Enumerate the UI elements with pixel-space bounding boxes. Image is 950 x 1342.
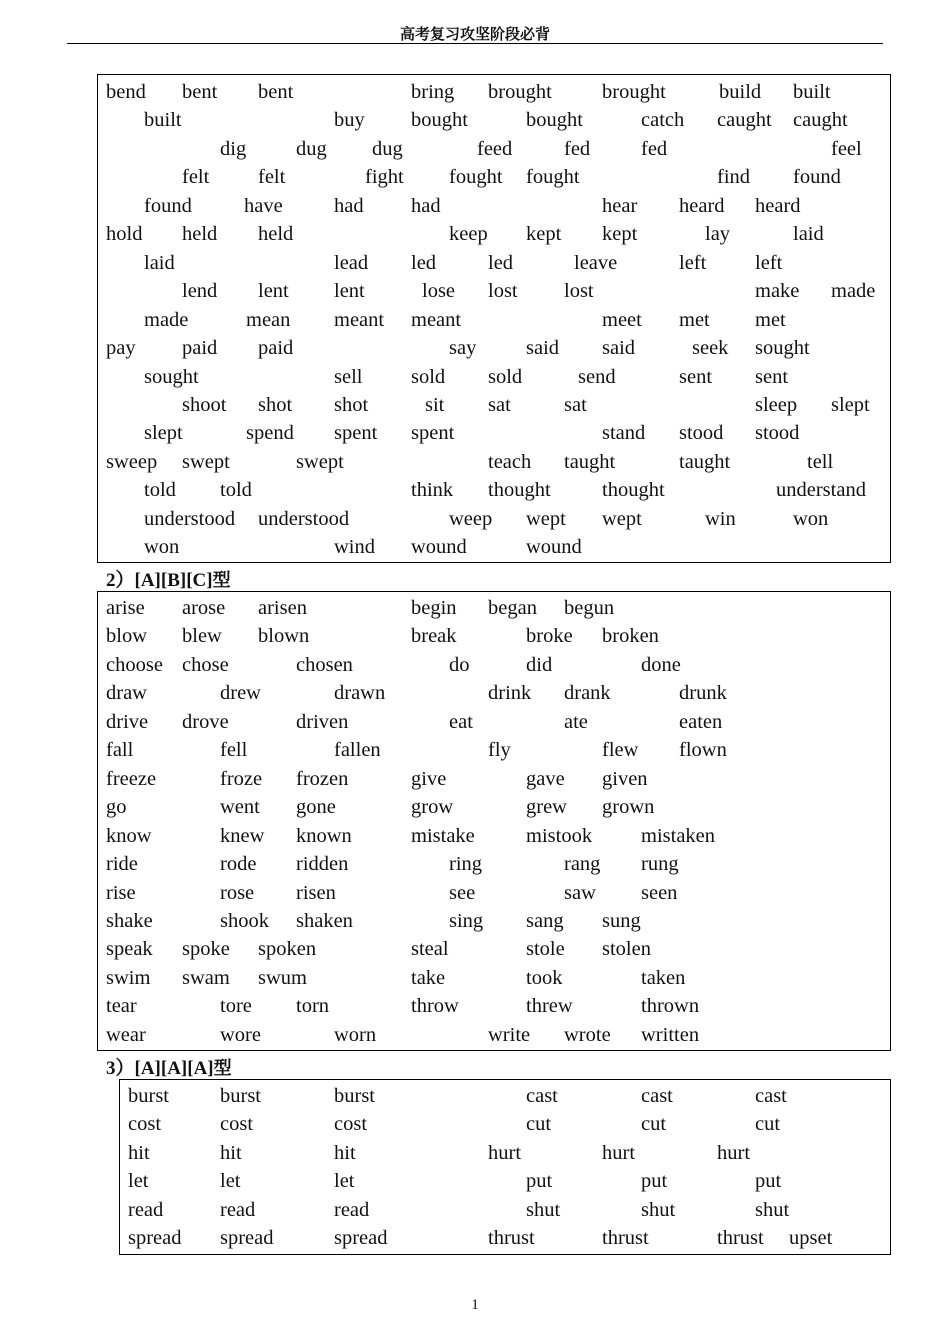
verb-form: ring [449,853,483,875]
verb-form: kept [526,223,562,245]
verb-form: found [793,166,841,188]
verb-form: burst [220,1085,261,1107]
verb-form: taught [679,451,731,473]
verb-form: told [220,479,252,501]
verb-form: put [641,1170,668,1192]
verb-form: begin [411,597,457,619]
verb-form: cut [526,1113,552,1135]
verb-form: shot [258,394,293,416]
verb-form: burst [334,1085,375,1107]
verb-form: fed [564,138,591,160]
verb-form: taken [641,967,686,989]
verb-form: steal [411,938,449,960]
verb-form: buy [334,109,365,131]
verb-form: understood [258,508,350,530]
verb-form: thrown [641,995,700,1017]
verb-form: thought [488,479,551,501]
verb-form: left [679,252,707,274]
verb-form: break [411,625,457,647]
verb-form: grown [602,796,655,818]
verb-form: blew [182,625,222,647]
verb-form: begun [564,597,615,619]
verb-form: dug [372,138,403,160]
verb-form: think [411,479,454,501]
verb-form: won [144,536,180,558]
verb-form: sit [425,394,445,416]
verb-form: feed [477,138,513,160]
verb-form: spread [128,1227,182,1249]
verb-form: stood [679,422,724,444]
verb-form: drove [182,711,229,733]
verb-form: sung [602,910,641,932]
verb-form: know [106,825,152,847]
verb-form: knew [220,825,265,847]
verb-form: wrote [564,1024,611,1046]
verb-form: grew [526,796,567,818]
verb-form: arisen [258,597,307,619]
verb-form: wound [526,536,582,558]
verb-form: done [641,654,681,676]
verb-form: wore [220,1024,261,1046]
verb-form: rang [564,853,601,875]
verb-form: bend [106,81,146,103]
verb-form: spread [220,1227,274,1249]
verb-form: felt [258,166,286,188]
verb-form: driven [296,711,349,733]
verb-form: speak [106,938,153,960]
verb-form: say [449,337,477,359]
verb-form: rung [641,853,679,875]
verb-form: laid [144,252,175,274]
verb-form: frozen [296,768,349,790]
verb-form: drawn [334,682,386,704]
verb-form: have [244,195,283,217]
verb-form: hit [334,1142,356,1164]
section-title-abc: 2）[A][B][C]型 [106,570,231,591]
verb-form: arise [106,597,145,619]
verb-form: read [128,1199,164,1221]
verb-form: wear [106,1024,146,1046]
verb-form: give [411,768,447,790]
verb-form: take [411,967,446,989]
verb-form: cast [755,1085,787,1107]
verb-form: let [334,1170,355,1192]
verb-form: blow [106,625,147,647]
verb-form: shook [220,910,269,932]
verb-form: wept [602,508,642,530]
verb-form: shot [334,394,369,416]
verb-form: felt [182,166,210,188]
verb-form: sold [411,366,446,388]
verb-form: flown [679,739,727,761]
verb-form: hit [128,1142,150,1164]
verb-form: shoot [182,394,227,416]
verb-form: hurt [717,1142,751,1164]
verb-form: gone [296,796,336,818]
verb-form: put [755,1170,782,1192]
verb-form: understood [144,508,236,530]
verb-form: do [449,654,470,676]
verb-form: cost [220,1113,254,1135]
verb-form: risen [296,882,336,904]
verb-form: make [755,280,800,302]
verb-form: thrust [488,1227,535,1249]
verb-form: sent [679,366,713,388]
verb-form: won [793,508,829,530]
verb-form: found [144,195,192,217]
verb-form: held [258,223,294,245]
verb-form: pay [106,337,136,359]
verb-form: sat [564,394,587,416]
verb-form: told [144,479,176,501]
verb-form: keep [449,223,488,245]
verb-form: had [334,195,364,217]
verb-form: drive [106,711,149,733]
verb-form: hold [106,223,143,245]
verb-form: led [411,252,437,274]
verb-form: lend [182,280,218,302]
verb-form: lent [258,280,289,302]
verb-form: throw [411,995,459,1017]
verb-form: bent [258,81,294,103]
verb-form: met [755,309,786,331]
verb-form: stand [602,422,646,444]
verb-form: led [488,252,514,274]
verb-form: cut [641,1113,667,1135]
verb-form: lead [334,252,369,274]
verb-form: swept [296,451,344,473]
verb-form: worn [334,1024,377,1046]
verb-form: dig [220,138,247,160]
verb-form: spend [246,422,294,444]
verb-form: sought [144,366,199,388]
verb-form: see [449,882,476,904]
verb-form: said [602,337,636,359]
verb-form: paid [258,337,294,359]
verb-form: hit [220,1142,242,1164]
verb-form: laid [793,223,824,245]
verb-form: win [705,508,736,530]
verb-form: wound [411,536,467,558]
verb-form: caught [793,109,848,131]
verb-form: slept [144,422,183,444]
verb-form: flew [602,739,639,761]
verb-form: write [488,1024,531,1046]
verb-form: did [526,654,553,676]
verb-form: fought [526,166,580,188]
verb-form: taught [564,451,616,473]
verb-form: bought [411,109,468,131]
verb-form: cast [526,1085,558,1107]
verb-form: drink [488,682,532,704]
verb-form: hurt [602,1142,636,1164]
verb-form: spoken [258,938,317,960]
header-rule [67,43,883,44]
verb-form: sang [526,910,564,932]
verb-form: eaten [679,711,723,733]
verb-form: brought [488,81,552,103]
verb-form: built [793,81,831,103]
verb-form: froze [220,768,263,790]
verb-form: paid [182,337,218,359]
verb-form: sing [449,910,484,932]
verb-form: spent [334,422,378,444]
verb-form: cost [128,1113,162,1135]
verb-form: let [220,1170,241,1192]
verb-form: ridden [296,853,349,875]
verb-form: tear [106,995,137,1017]
verb-form: build [719,81,762,103]
verb-form: took [526,967,563,989]
verb-form: caught [717,109,772,131]
verb-form: shut [526,1199,561,1221]
page-number: 1 [471,1297,479,1313]
verb-form: drew [220,682,261,704]
verb-form: freeze [106,768,157,790]
verb-form: lent [334,280,365,302]
verb-form: spread [334,1227,388,1249]
verb-form: kept [602,223,638,245]
verb-form: fell [220,739,248,761]
verb-form: chose [182,654,229,676]
verb-form: heard [679,195,725,217]
verb-form: tell [807,451,834,473]
verb-form: swum [258,967,307,989]
verb-form: arose [182,597,226,619]
verb-form: shut [641,1199,676,1221]
verb-form: feel [831,138,862,160]
verb-form: written [641,1024,700,1046]
verb-form: given [602,768,648,790]
verb-form: gave [526,768,565,790]
verb-form: ate [564,711,588,733]
verb-form: hear [602,195,638,217]
verb-form: sweep [106,451,158,473]
verb-form: fallen [334,739,381,761]
verb-form: find [717,166,751,188]
verb-form: drank [564,682,611,704]
verb-form: go [106,796,127,818]
verb-form: rose [220,882,255,904]
verb-form: wept [526,508,566,530]
verb-form: mistaken [641,825,716,847]
verb-form: dug [296,138,327,160]
verb-form: thought [602,479,665,501]
verb-form: sold [488,366,523,388]
verb-form: heard [755,195,801,217]
verb-form: brought [602,81,666,103]
verb-form: fought [449,166,503,188]
verb-form: mistook [526,825,593,847]
verb-form: upset [789,1227,833,1249]
verb-form: mean [246,309,291,331]
verb-form: went [220,796,260,818]
verb-form: said [526,337,560,359]
verb-form: broken [602,625,659,647]
verb-form: rise [106,882,136,904]
verb-form: catch [641,109,685,131]
verb-form: blown [258,625,310,647]
verb-form: thrust [602,1227,649,1249]
verb-form: thrust [717,1227,764,1249]
verb-form: bought [526,109,583,131]
verb-form: ride [106,853,138,875]
verb-form: leave [574,252,618,274]
verb-form: burst [128,1085,169,1107]
verb-form: put [526,1170,553,1192]
verb-form: stood [755,422,800,444]
verb-form: mistake [411,825,475,847]
verb-form: stolen [602,938,651,960]
verb-form: cost [334,1113,368,1135]
verb-form: sleep [755,394,798,416]
section-title-aaa: 3）[A][A][A]型 [106,1058,232,1079]
verb-form: wind [334,536,375,558]
verb-form: meant [411,309,462,331]
verb-form: draw [106,682,147,704]
verb-form: fly [488,739,511,761]
verb-form: left [755,252,783,274]
verb-form: send [578,366,616,388]
verb-form: chosen [296,654,353,676]
verb-form: spoke [182,938,230,960]
verb-form: made [144,309,189,331]
verb-form: built [144,109,182,131]
verb-form: sell [334,366,363,388]
verb-form: shake [106,910,153,932]
verb-form: held [182,223,218,245]
verb-form: seen [641,882,678,904]
verb-form: lost [564,280,594,302]
verb-form: rode [220,853,257,875]
verb-form: shaken [296,910,353,932]
verb-form: known [296,825,352,847]
verb-form: bent [182,81,218,103]
verb-form: hurt [488,1142,522,1164]
verb-form: seek [692,337,729,359]
verb-form: had [411,195,441,217]
verb-form: swam [182,967,230,989]
verb-form: saw [564,882,596,904]
verb-form: swept [182,451,230,473]
verb-form: torn [296,995,330,1017]
verb-form: lost [488,280,518,302]
verb-form: drunk [679,682,727,704]
verb-form: tore [220,995,252,1017]
verb-form: sent [755,366,789,388]
verb-form: choose [106,654,163,676]
verb-form: spent [411,422,455,444]
verb-form: lay [705,223,731,245]
verb-form: read [334,1199,370,1221]
page-header: 高考复习攻坚阶段必背 [399,25,550,43]
verb-form: made [831,280,876,302]
verb-form: threw [526,995,573,1017]
verb-form: let [128,1170,149,1192]
verb-form: read [220,1199,256,1221]
verb-form: stole [526,938,565,960]
verb-form: met [679,309,710,331]
verb-form: began [488,597,537,619]
verb-form: lose [422,280,456,302]
verb-form: teach [488,451,532,473]
verb-form: swim [106,967,151,989]
verb-form: sought [755,337,810,359]
verb-form: eat [449,711,473,733]
verb-form: weep [449,508,493,530]
verb-form: fight [365,166,404,188]
verb-form: sat [488,394,511,416]
verb-form: meant [334,309,385,331]
verb-form: meet [602,309,642,331]
verb-form: grow [411,796,454,818]
verb-form: cast [641,1085,673,1107]
verb-form: slept [831,394,870,416]
verb-form: shut [755,1199,790,1221]
verb-form: cut [755,1113,781,1135]
verb-form: understand [776,479,866,501]
verb-form: broke [526,625,573,647]
verb-form: fall [106,739,134,761]
verb-form: fed [641,138,668,160]
verb-form: bring [411,81,455,103]
